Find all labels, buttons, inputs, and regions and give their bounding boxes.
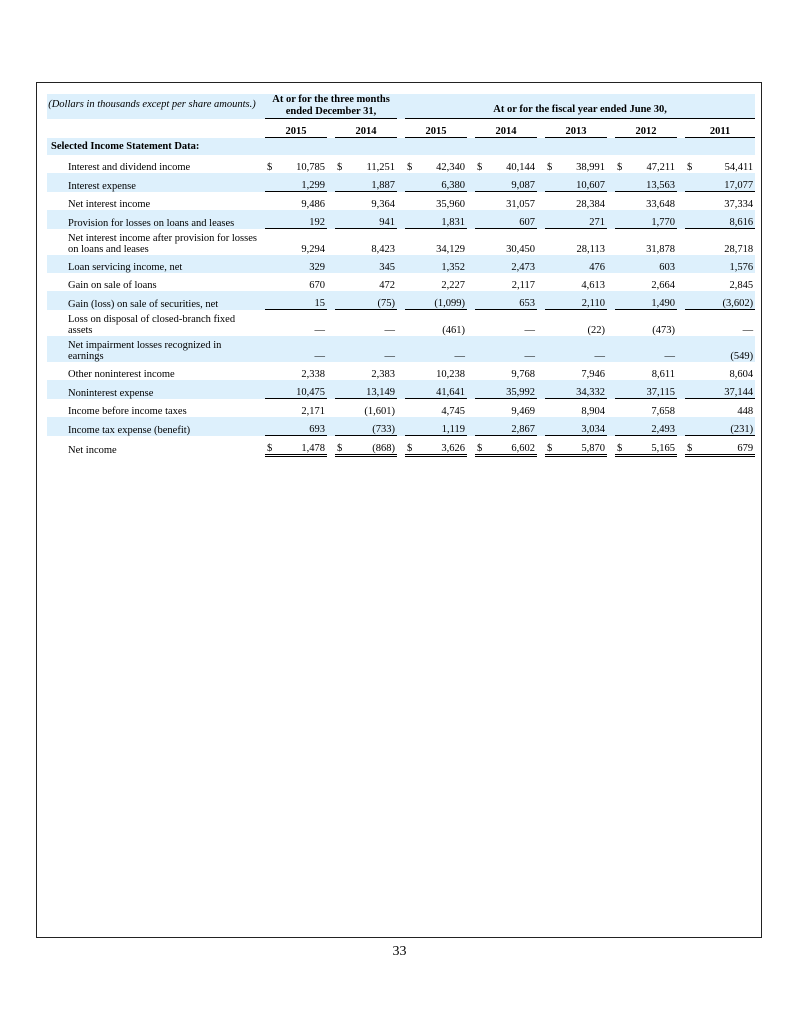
table-row [47,336,755,362]
table-cell: 271 [557,210,607,229]
table-cell: (549) [730,351,754,362]
table-cell: (22) [587,325,606,336]
row-label: Interest and dividend income [68,162,191,173]
table-cell: 5,165 [627,436,677,456]
row-label: Other noninterest income [68,369,175,380]
table-cell: 37,115 [627,380,677,399]
table-cell: 1,490 [627,291,677,310]
table-cell: 38,991 [576,162,606,173]
table-cell: 47,211 [646,162,676,173]
row-label: Income before income taxes [68,406,187,417]
table-row [47,291,755,310]
table-cell: 30,450 [506,244,536,255]
header-row [47,94,755,119]
currency-symbol: $ [405,436,417,456]
currency-symbol: $ [547,162,553,173]
table-cell: — [524,351,536,362]
table-cell: 2,117 [511,280,536,291]
table-cell: 28,113 [576,244,606,255]
table-cell: 653 [487,291,537,310]
table-cell: 17,077 [697,173,755,192]
table-cell: 1,299 [277,173,327,192]
currency-symbol: $ [617,162,623,173]
table-cell: 1,119 [417,417,467,436]
table-row [47,229,755,256]
table-cell: 54,411 [724,162,754,173]
table-cell: 6,380 [417,173,467,192]
table-cell: 8,616 [697,210,755,229]
year-header: 2011 [685,119,755,138]
table-cell: 2,473 [511,262,536,273]
row-label: Interest expense [68,180,136,192]
table-cell: — [454,351,466,362]
table-cell: 2,338 [301,369,325,380]
table-cell: — [314,325,325,336]
table-cell: 3,034 [557,417,607,436]
table-cell: 6,602 [487,436,537,456]
table-cell: 35,992 [487,380,537,399]
table-row [47,273,755,291]
table-cell: 2,110 [557,291,607,310]
table-cell: 1,478 [277,436,327,456]
table-cell: 9,486 [301,199,325,210]
table-cell: 40,144 [506,162,536,173]
year-header: 2015 [265,119,327,138]
row-label: Gain (loss) on sale of securities, net [68,298,219,310]
table-cell: (3,602) [697,291,755,310]
table-cell: 35,960 [436,199,466,210]
table-cell: 345 [379,262,396,273]
table-cell: 8,604 [729,369,754,380]
year-header: 2014 [475,119,537,138]
table-cell: 10,475 [277,380,327,399]
three-months-header: At or for the three months ended December 31, [265,94,397,119]
table-row [47,210,755,229]
table-row [47,310,755,337]
row-label: Noninterest expense [68,387,154,399]
currency-symbol: $ [545,436,557,456]
table-cell: 9,294 [301,244,325,255]
row-label: Net interest income [68,199,151,210]
table-cell: 1,887 [347,173,397,192]
table-cell: (1,099) [417,291,467,310]
table-cell: 4,745 [441,406,466,417]
table-cell: (75) [347,291,397,310]
table-cell: — [314,351,325,362]
table-cell: — [664,351,676,362]
table-cell: 31,878 [646,244,676,255]
table-cell: 34,129 [436,244,466,255]
table-cell: 13,149 [347,380,397,399]
table-cell: 15 [277,291,327,310]
table-cell: — [594,351,606,362]
table-cell: — [742,325,754,336]
table-cell: (733) [347,417,397,436]
row-label: Loss on disposal of closed-branch fixed assets [68,314,236,336]
table-cell: 37,144 [697,380,755,399]
table-cell: 11,251 [366,162,396,173]
table-cell: 9,469 [511,406,536,417]
row-label: Net interest income after provision for losses on loans and leases [68,233,257,255]
table-cell: 192 [277,210,327,229]
table-cell: 2,227 [441,280,466,291]
row-label: Provision for losses on loans and leases [68,217,235,229]
table-cell: 10,607 [557,173,607,192]
table-cell: 7,658 [651,406,676,417]
table-cell: (1,601) [364,406,396,417]
currency-symbol: $ [615,436,627,456]
table-cell: 37,334 [724,199,754,210]
table-cell: 2,493 [627,417,677,436]
table-cell: 472 [379,280,396,291]
table-cell: — [384,351,396,362]
table-cell: (231) [697,417,755,436]
table-cell: 7,946 [581,369,606,380]
table-row [47,436,755,456]
table-cell: — [524,325,536,336]
table-cell: (473) [652,325,676,336]
table-cell: 448 [737,406,754,417]
income-statement-table [47,94,755,457]
year-header: 2014 [335,119,397,138]
table-cell: 1,576 [729,262,754,273]
currency-symbol: $ [265,436,277,456]
table-cell: (461) [442,325,466,336]
table-row [47,380,755,399]
table-row [47,255,755,273]
table-cell: 28,718 [724,244,754,255]
table-cell: 9,087 [487,173,537,192]
year-row [47,119,755,138]
year-header: 2013 [545,119,607,138]
table-cell: 41,641 [417,380,467,399]
table-row [47,173,755,192]
row-label: Net income [68,444,117,456]
table-cell: 10,785 [296,162,325,173]
table-cell: 9,364 [371,199,396,210]
currency-symbol: $ [267,162,273,173]
section-title: Selected Income Statement Data: [51,141,200,152]
table-cell: 1,831 [417,210,467,229]
table-cell: 1,352 [441,262,466,273]
page-number: 33 [392,944,407,959]
table-cell: 10,238 [436,369,466,380]
table-cell: 8,423 [371,244,396,255]
table-cell: 693 [277,417,327,436]
currency-symbol: $ [407,162,413,173]
row-label: Income tax expense (benefit) [68,424,191,436]
table-cell: 8,904 [581,406,606,417]
table-cell: 607 [487,210,537,229]
table-row [47,399,755,418]
currency-symbol: $ [685,436,697,456]
table-cell: 42,340 [436,162,466,173]
table-cell: 8,611 [651,369,676,380]
table-row [47,417,755,436]
table-cell: 2,845 [729,280,754,291]
table-cell: 2,867 [487,417,537,436]
fiscal-year-header: At or for the fiscal year ended June 30, [405,94,755,119]
table-cell: 2,383 [371,369,396,380]
year-header: 2012 [615,119,677,138]
section-row [47,138,755,156]
table-cell: 670 [309,280,325,291]
table-cell: 4,613 [581,280,606,291]
table-cell: 603 [659,262,676,273]
table-cell: 2,171 [301,406,325,417]
units-label: (Dollars in thousands except per share amounts.) [48,98,256,110]
table-cell: 941 [347,210,397,229]
table-cell: 33,648 [646,199,676,210]
currency-symbol: $ [477,162,483,173]
table-cell: 476 [589,262,606,273]
table-cell: 1,770 [627,210,677,229]
currency-symbol: $ [687,162,693,173]
table-cell: 13,563 [627,173,677,192]
table-cell: 28,384 [576,199,606,210]
table-cell: 31,057 [506,199,536,210]
currency-symbol: $ [475,436,487,456]
table-cell: 3,626 [417,436,467,456]
table-cell: — [384,325,396,336]
row-label: Loan servicing income, net [68,262,183,273]
table-cell: 329 [309,262,325,273]
table-row [47,155,755,173]
year-header: 2015 [405,119,467,138]
table-cell: 34,332 [557,380,607,399]
row-label: Net impairment losses recognized in earnings [68,340,222,362]
table-cell: 679 [697,436,755,456]
table-row [47,362,755,380]
row-label: Gain on sale of loans [68,280,157,291]
currency-symbol: $ [337,162,343,173]
table-cell: 9,768 [511,369,536,380]
currency-symbol: $ [335,436,347,456]
table-cell: 2,664 [651,280,676,291]
table-row [47,192,755,211]
table-cell: 5,870 [557,436,607,456]
table-cell: (868) [347,436,397,456]
